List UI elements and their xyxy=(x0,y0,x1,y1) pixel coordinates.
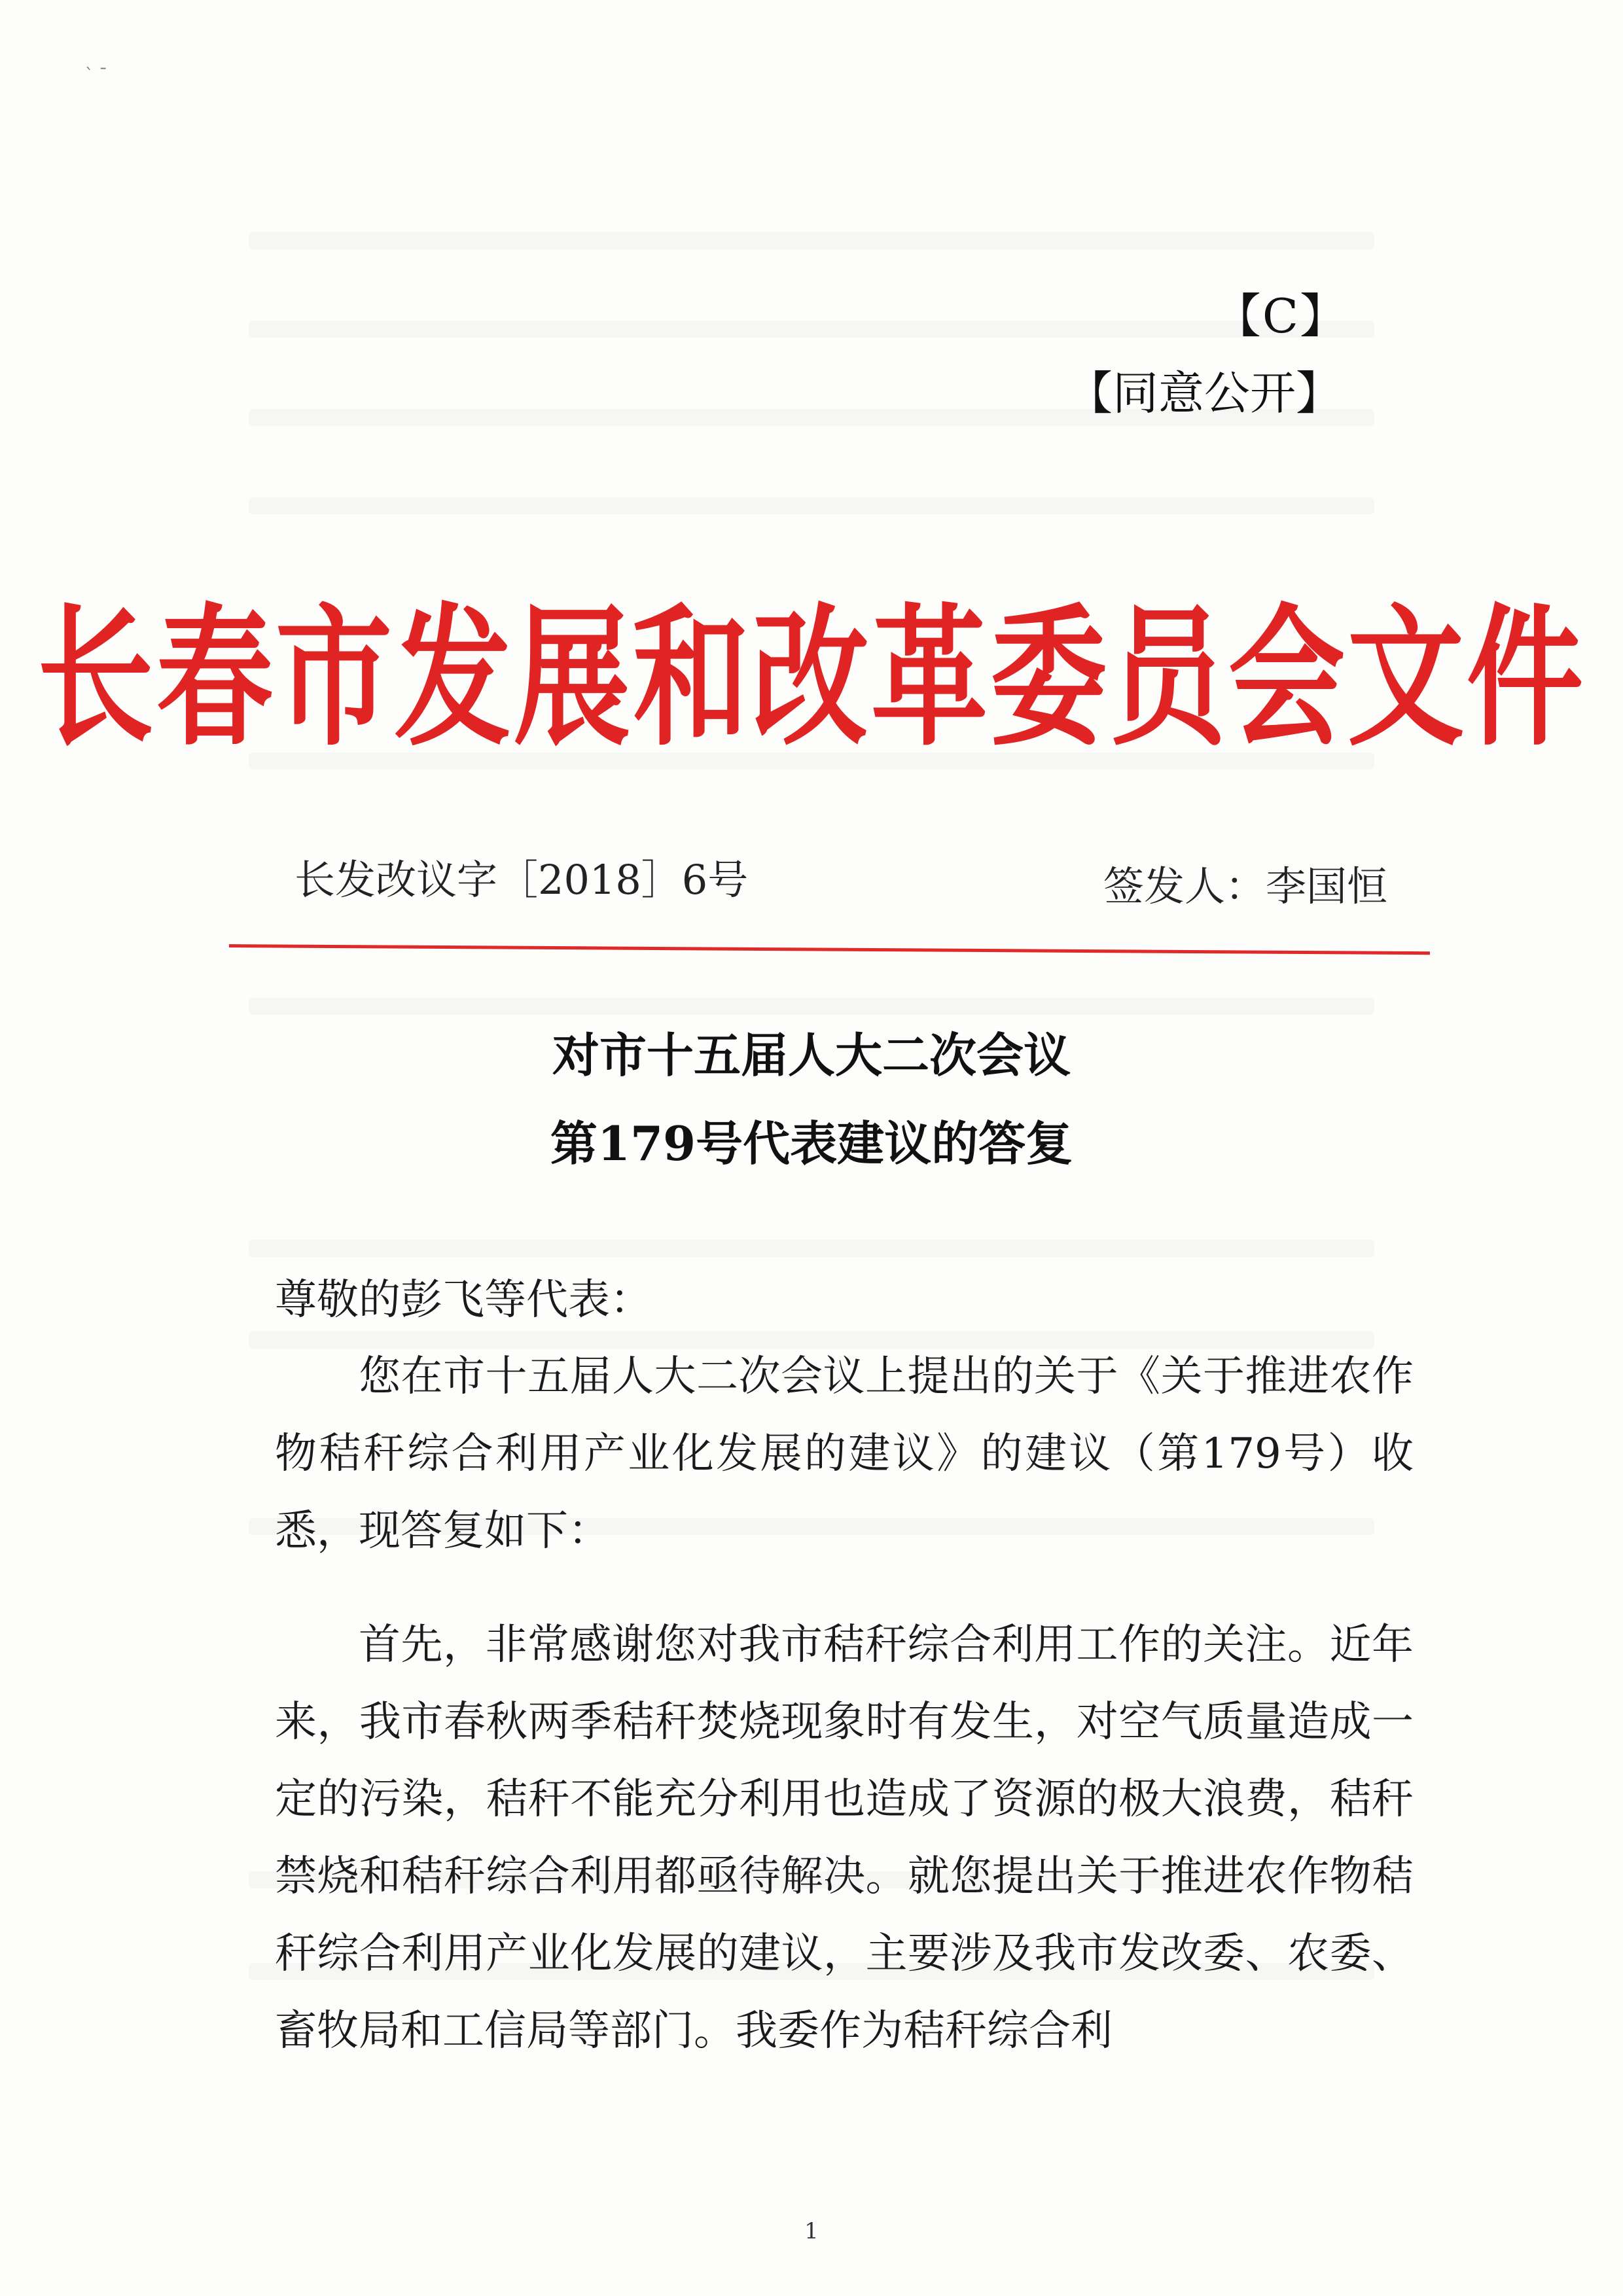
category-mark: 【C】 xyxy=(1213,289,1348,344)
signer-line xyxy=(1103,854,1387,912)
bleed-through-line xyxy=(249,232,1374,249)
bleed-through-line xyxy=(249,1240,1374,1257)
scan-artifact: ˋ ˉ xyxy=(85,65,108,85)
red-separator-rule xyxy=(229,944,1430,955)
reply-title-line-2: 第179号代表建议的答复 xyxy=(550,1116,1073,1171)
bleed-through-line xyxy=(249,321,1374,338)
body-paragraph: 首先，非常感谢您对我市秸秆综合利用工作的关注。近年来，我市春秋两季秸秆焚烧现象时有发生，对空气质量造成一定的污染，秸秆不能充分利用也造成了资源的极大浪费，秸秆禁烧和秸秆综合利用都亟待解决。就您提出关于推进农作物秸秆综合利用产业化发展的建议，主要涉及我市发改委、农委、畜牧局和工信局等部门。我委作为秸秆综合利 xyxy=(275,1621,1414,2055)
document-number: 长发改议字［2018］6号 xyxy=(294,856,749,904)
body-paragraph: 您在市十五届人大二次会议上提出的关于《关于推进农作物秸秆综合利用产业化发展的建议》的建议（第179号）收悉，现答复如下： xyxy=(275,1352,1414,1555)
organization-header-title: 长春市发展和改革委员会文件 xyxy=(37,588,1586,767)
bleed-through-line xyxy=(249,998,1374,1015)
signer-name: 李国恒 xyxy=(1265,862,1387,910)
disclosure-mark: 【同意公开】 xyxy=(1067,366,1342,420)
bleed-through-line xyxy=(249,497,1374,514)
signer-label: 签发人： xyxy=(1103,862,1266,910)
page-number: 1 xyxy=(804,2218,819,2244)
salutation: 尊敬的彭飞等代表： xyxy=(275,1276,652,1324)
reply-title-line-1: 对市十五届人大二次会议 xyxy=(552,1027,1071,1083)
